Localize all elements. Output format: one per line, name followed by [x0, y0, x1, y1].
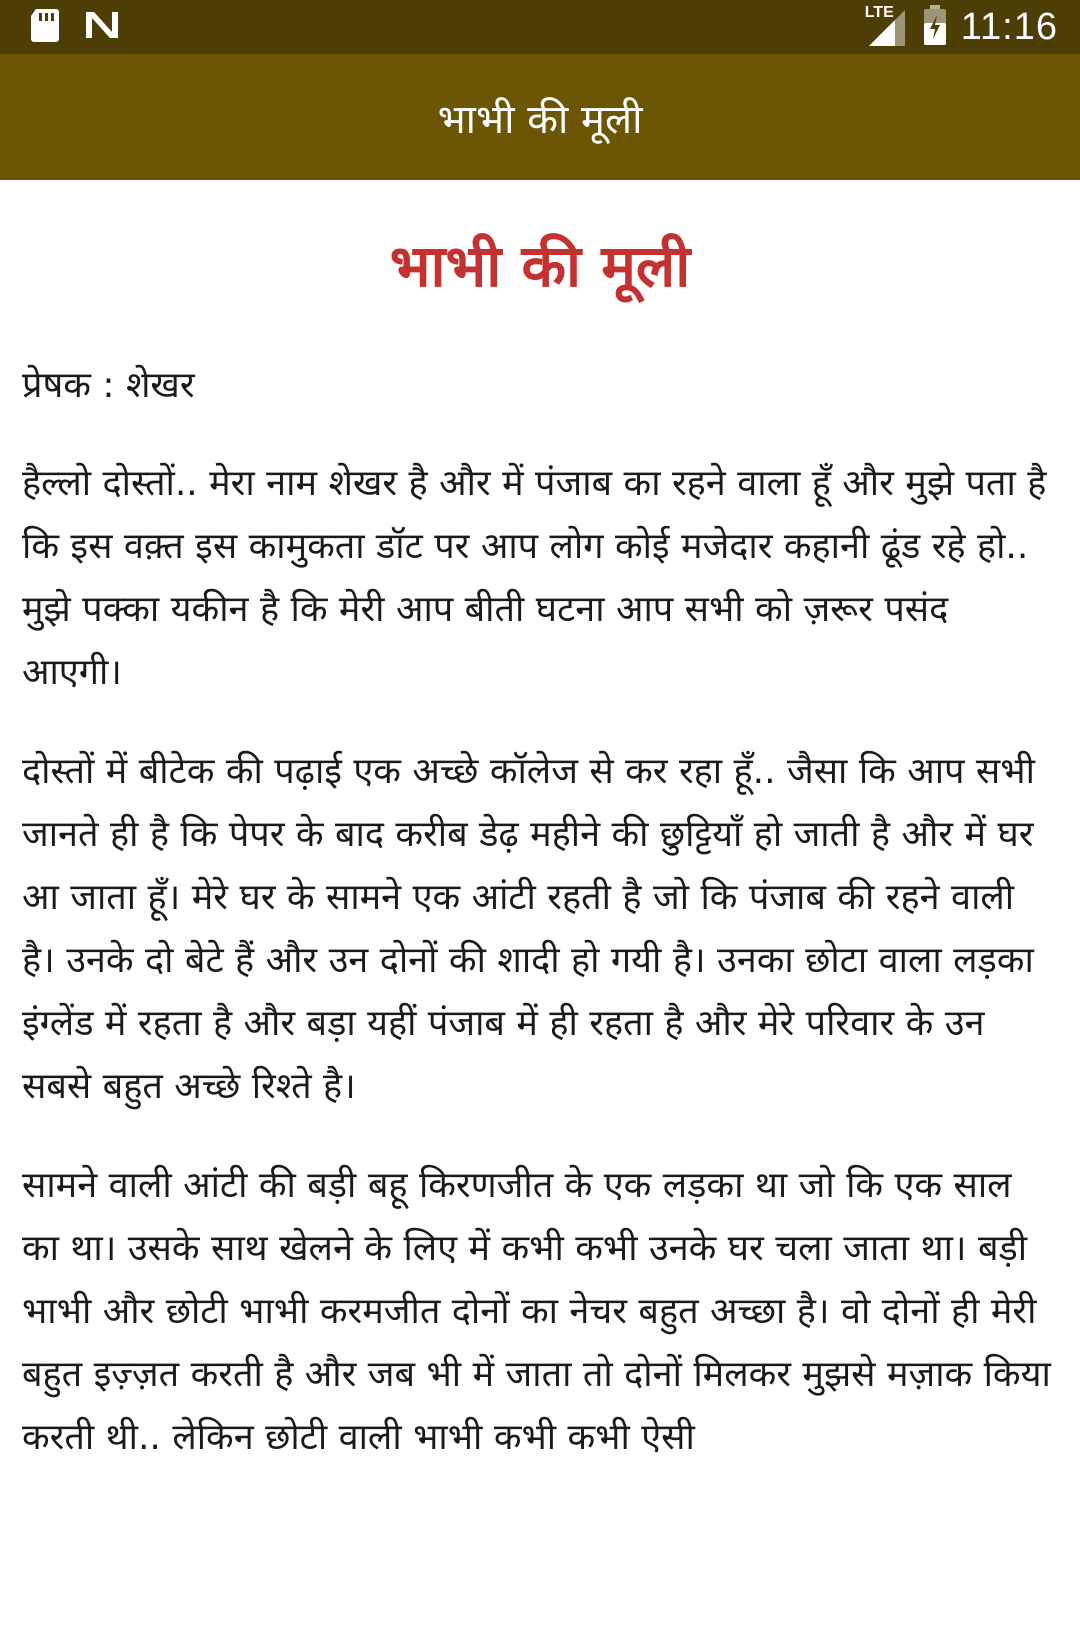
lte-label: LTE [864, 4, 894, 21]
sd-card-icon [30, 8, 60, 46]
status-left-icons [30, 8, 120, 46]
status-right-icons [865, 4, 1058, 50]
n-notification-icon [84, 8, 120, 46]
article-paragraph: दोस्तों में बीटेक की पढ़ाई एक अच्छे कॉलेज से कर रहा हूँ.. जैसा कि आप सभी जानते ही है कि पेपर के बाद करीब डेढ़ महीने की छुट्टियाँ हो जाती है और में घर आ जाता हूँ। मेरे घर के सामने एक आंटी रहती है जो कि पंजाब की रहने वाली है। उनके दो बेटे हैं और उन दोनों की शादी हो गयी है। उनका छोटा वाला लड़का इंग्लेंड में रहता है और बड़ा यहीं पंजाब में ही रहता है और मेरे परिवार के उन सबसे बहुत अच्छे रिश्ते है। [22, 751, 1035, 1107]
app-bar-title: भाभी की मूली [437, 96, 643, 143]
article-content[interactable] [0, 180, 1080, 1648]
status-time: 11:16 [960, 5, 1058, 48]
article-author: प्रेषक : शेखर [22, 365, 195, 406]
battery-charging-icon [923, 5, 947, 49]
app-bar [0, 54, 1080, 180]
lte-signal-icon [865, 6, 909, 48]
article-paragraph: हैल्लो दोस्तों.. मेरा नाम शेखर है और में पंजाब का रहने वाला हूँ और मुझे पता है कि इस वक़्त इस कामुकता डॉट पर आप लोग कोई मजेदार कहानी ढूंड रहे हो.. मुझे पक्का यकीन है कि मेरी आप बीती घटना आप सभी को ज़रूर पसंद आएगी। [22, 463, 1047, 693]
article-paragraph: सामने वाली आंटी की बड़ी बहू किरणजीत के एक लड़का था जो कि एक साल का था। उसके साथ खेलने के लिए में कभी कभी उनके घर चला जाता था। बड़ी भाभी और छोटी भाभी करमजीत दोनों का नेचर बहुत अच्छा है। वो दोनों ही मेरी बहुत इज़्ज़त करती है और जब भी में जाता तो दोनों मिलकर मुझसे मज़ाक किया करती थी.. लेकिन छोटी वाली भाभी कभी कभी ऐसी [22, 1165, 1051, 1458]
article-title: भाभी की मूली [389, 232, 691, 300]
status-bar [0, 0, 1080, 54]
